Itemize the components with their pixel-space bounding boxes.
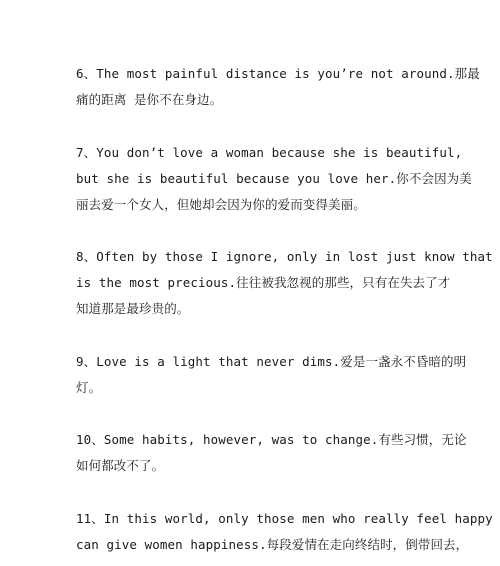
- quote-9-line-2: 灯。: [76, 380, 102, 395]
- quote-7-line-3: 丽去爱一个女人，但她却会因为你的爱而变得美丽。: [76, 197, 366, 212]
- quote-6-line-1: 6、The most painful distance is you’re not around.那最: [76, 66, 480, 81]
- quote-11-line-1: 11、In this world, only those men who really feel happy: [76, 511, 493, 526]
- quote-8-line-2: is the most precious.往往被我忽视的那些，只有在失去了才: [76, 275, 451, 290]
- quote-8-line-1: 8、Often by those I ignore, only in lost just know that: [76, 249, 493, 264]
- quote-8-line-3: 知道那是最珍贵的。: [76, 301, 190, 316]
- quote-11-line-2: can give women happiness.每段爱情在走向终结时，倒带回去，: [76, 537, 469, 552]
- quote-7-line-1: 7、You don’t love a woman because she is beautiful,: [76, 145, 463, 160]
- quote-10-line-2: 如何都改不了。: [76, 458, 165, 473]
- quote-10-line-1: 10、Some habits, however, was to change.有些习惯，无论: [76, 432, 467, 447]
- quote-6-line-2: 痛的距离 是你不在身边。: [76, 92, 223, 107]
- quote-7-line-2: but she is beautiful because you love her.你不会因为美: [76, 171, 472, 186]
- quote-9-line-1: 9、Love is a light that never dims.爱是一盏永不昏暗的明: [76, 354, 467, 369]
